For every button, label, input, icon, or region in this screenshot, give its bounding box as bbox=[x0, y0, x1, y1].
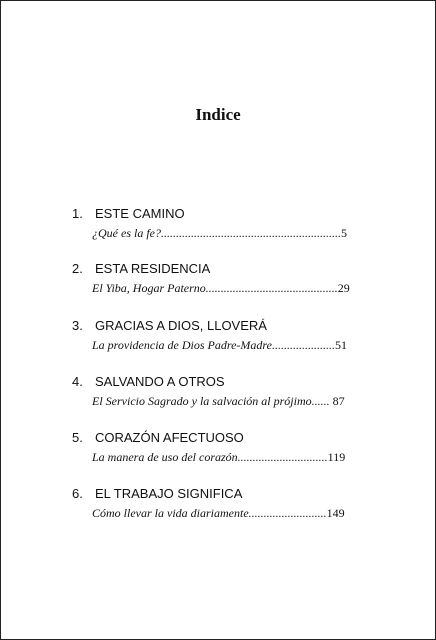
page-title: Indice bbox=[195, 105, 241, 124]
toc-page-number: 149 bbox=[326, 506, 345, 520]
toc-heading bbox=[72, 486, 242, 501]
toc-page-number: 51 bbox=[334, 338, 347, 352]
toc-leader: ............................................ bbox=[205, 281, 338, 295]
toc-number: 1. bbox=[72, 206, 83, 221]
toc-number: 5. bbox=[72, 430, 83, 445]
toc-heading bbox=[72, 261, 210, 276]
toc-subtitle-line bbox=[92, 281, 350, 296]
toc-leader: ...... bbox=[311, 394, 333, 408]
toc-heading bbox=[72, 206, 185, 221]
toc-heading bbox=[72, 430, 244, 445]
toc-heading-text: GRACIAS A DIOS, LLOVERÁ bbox=[95, 318, 267, 333]
toc-page-number: 119 bbox=[327, 450, 346, 464]
toc-heading-text: EL TRABAJO SIGNIFICA bbox=[95, 486, 243, 501]
toc-number: 4. bbox=[72, 374, 83, 389]
toc-subtitle: El Servicio Sagrado y la salvación al prójimo bbox=[92, 394, 312, 408]
toc-leader: ............................................................ bbox=[160, 226, 341, 240]
toc-subtitle-line bbox=[92, 506, 345, 521]
toc-heading bbox=[72, 318, 267, 333]
toc-page-number: 5 bbox=[340, 226, 347, 240]
toc-subtitle: El Yiba, Hogar Paterno bbox=[92, 281, 206, 295]
toc-leader: ..................... bbox=[271, 338, 335, 352]
toc-number: 2. bbox=[72, 261, 83, 276]
toc-page-number: 87 bbox=[332, 394, 345, 408]
toc-subtitle-line bbox=[92, 226, 347, 241]
toc-subtitle-line bbox=[92, 450, 345, 465]
toc-subtitle: Cómo llevar la vida diariamente bbox=[92, 506, 249, 520]
toc-subtitle: La manera de uso del corazón bbox=[92, 450, 238, 464]
toc-page-number: 29 bbox=[337, 281, 350, 295]
toc-heading-text: ESTE CAMINO bbox=[95, 206, 185, 221]
toc-heading-text: CORAZÓN AFECTUOSO bbox=[95, 430, 244, 445]
toc-subtitle: ¿Qué es la fe? bbox=[92, 226, 161, 240]
toc-leader: .......................... bbox=[248, 506, 327, 520]
toc-heading-text: SALVANDO A OTROS bbox=[95, 374, 225, 389]
toc-heading-text: ESTA RESIDENCIA bbox=[95, 261, 211, 276]
toc-number: 3. bbox=[72, 318, 83, 333]
toc-leader: .............................. bbox=[237, 450, 328, 464]
toc-subtitle: La providencia de Dios Padre-Madre bbox=[92, 338, 272, 352]
toc-number: 6. bbox=[72, 486, 83, 501]
toc-subtitle-line bbox=[92, 394, 345, 409]
toc-subtitle-line bbox=[92, 338, 347, 353]
toc-heading bbox=[72, 374, 225, 389]
